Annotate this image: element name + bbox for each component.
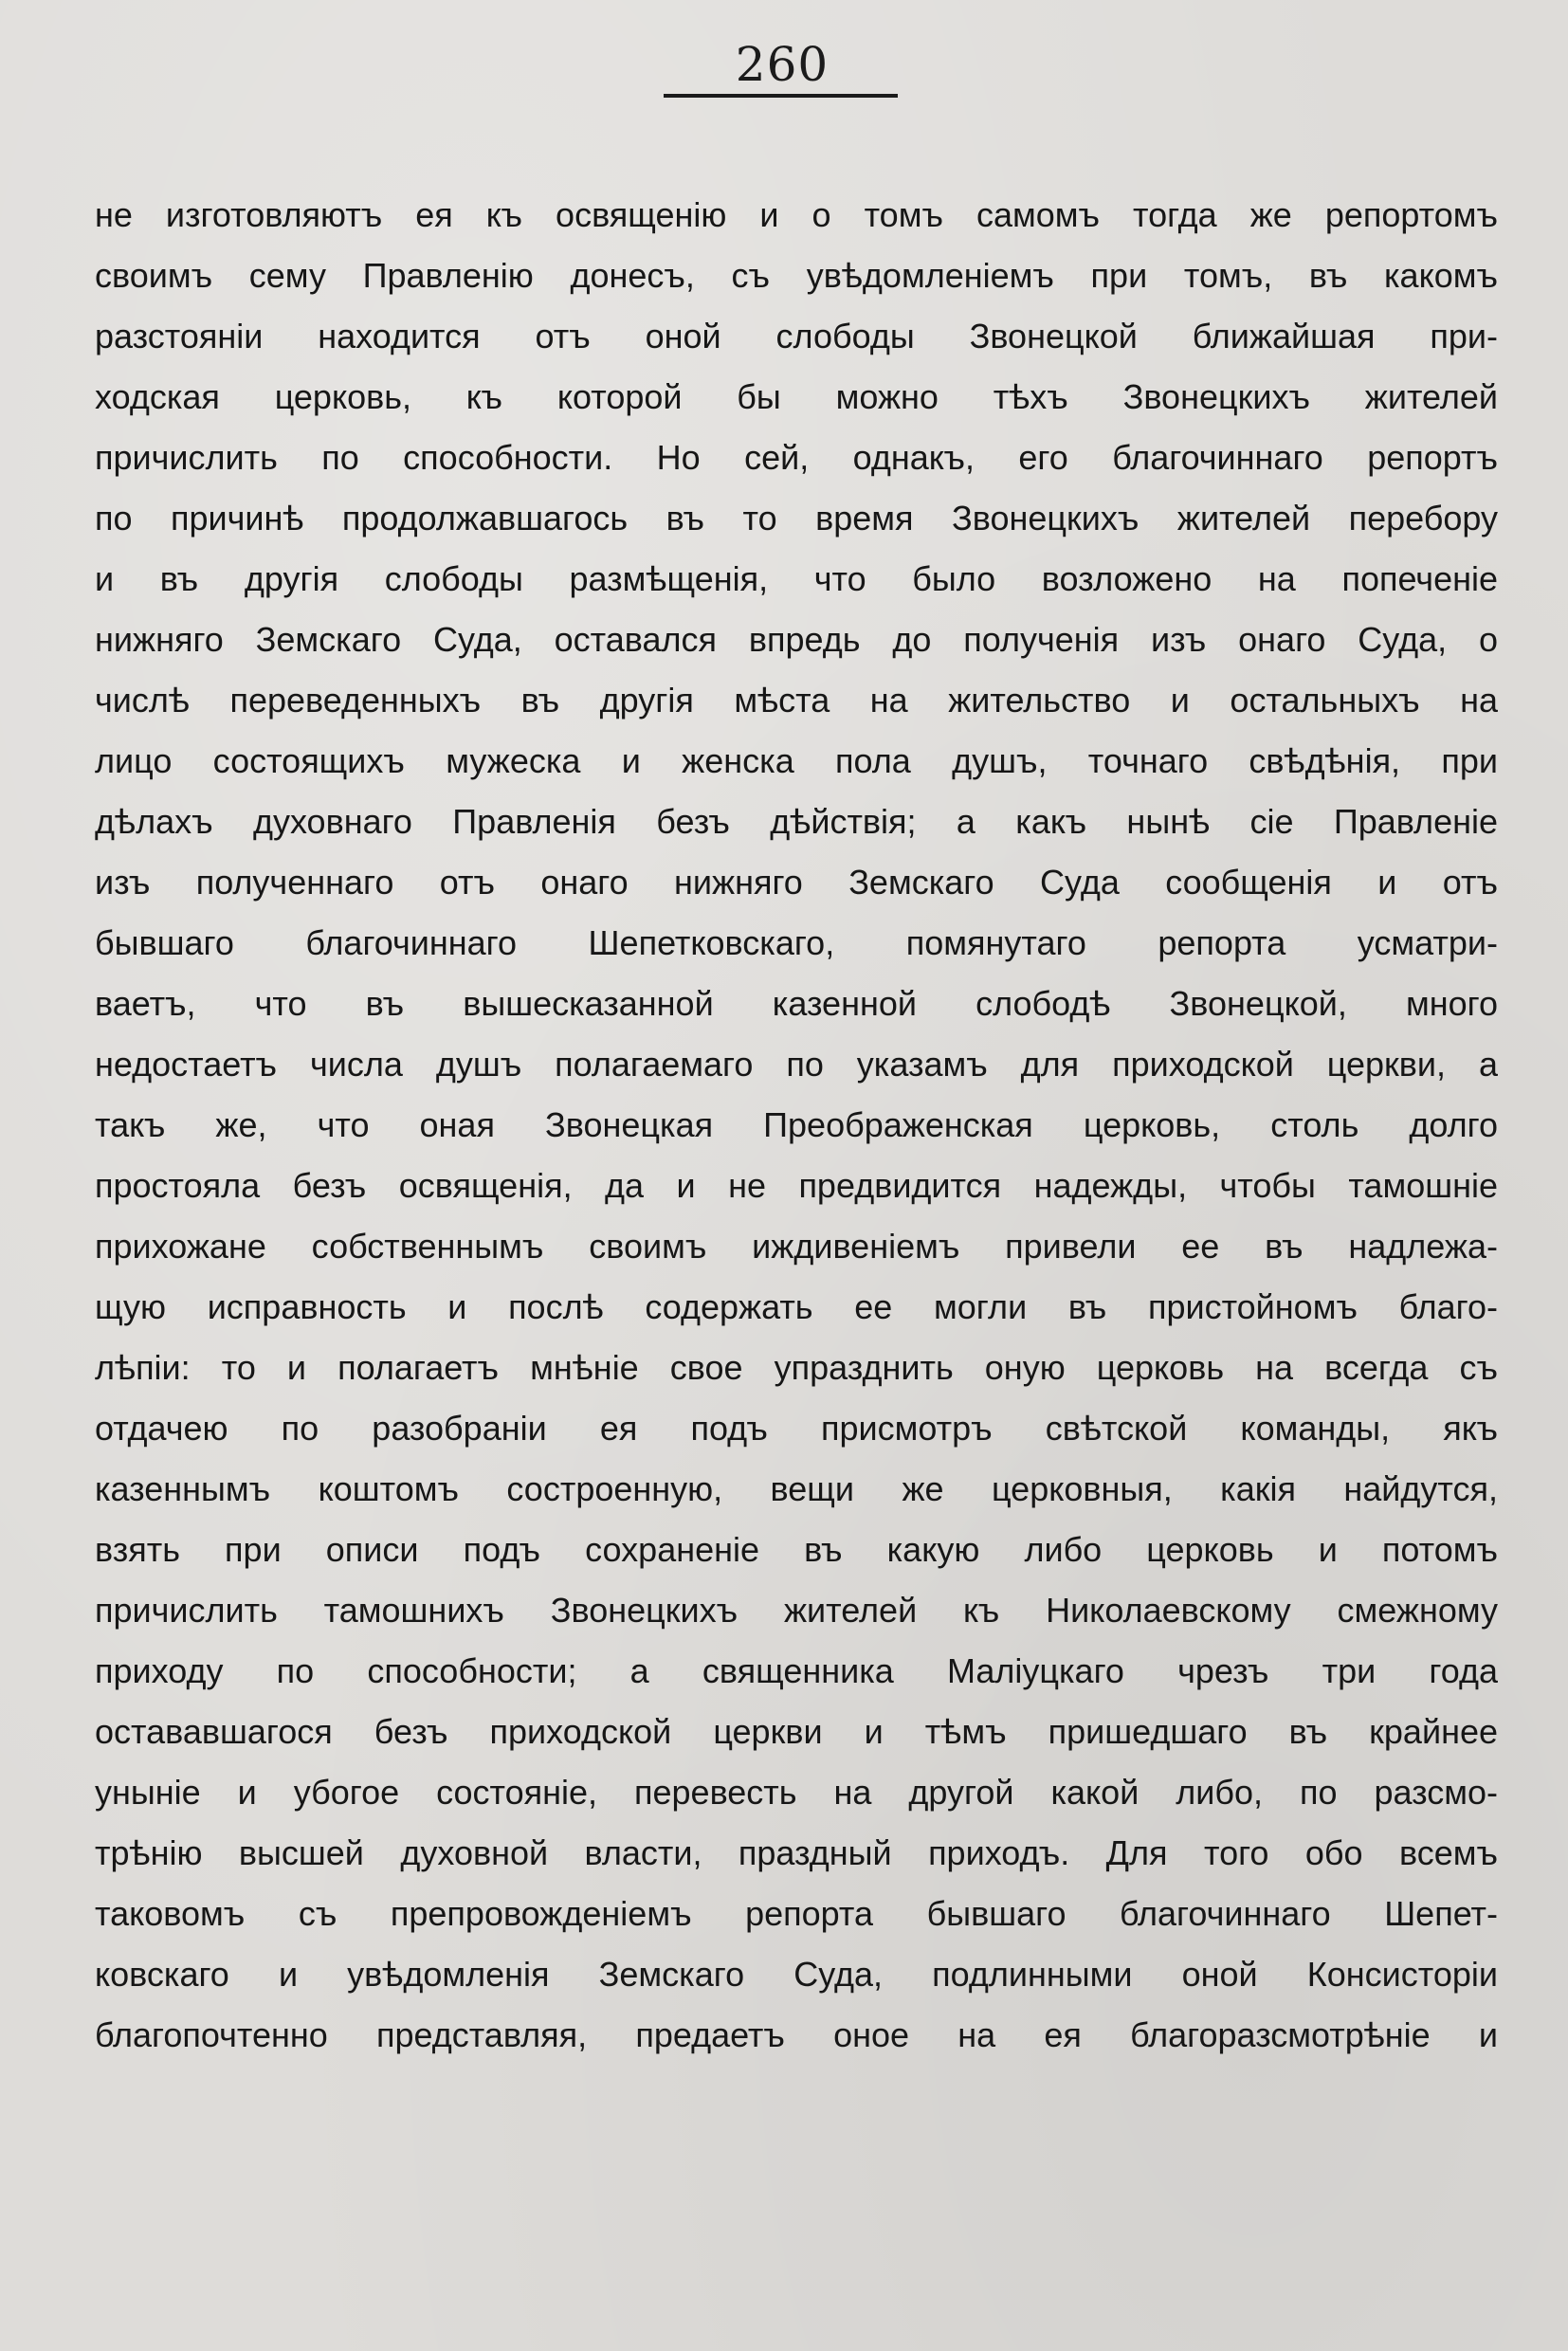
text-line: числѣ переведенныхъ въ другія мѣста на жительство и остальныхъ на (95, 681, 1498, 720)
text-line: бывшаго благочиннаго Шепетковскаго, помянутаго репорта усматри- (95, 923, 1498, 962)
text-line: по причинѣ продолжавшагось въ то время Звонецкихъ жителей перебору (95, 499, 1498, 538)
text-line: такъ же, что оная Звонецкая Преображенская церковь, столь долго (95, 1105, 1498, 1144)
text-line: прихожане собственнымъ своимъ иждивеніемъ привели ее въ надлежа- (95, 1227, 1498, 1266)
body-text (95, 190, 1498, 2070)
page-number: 260 (735, 37, 830, 92)
text-line: лѣпіи: то и полагаетъ мнѣніе свое упразднить оную церковь на всегда съ (95, 1348, 1498, 1387)
text-line: и въ другія слободы размѣщенія, что было возложено на попеченіе (95, 559, 1498, 598)
text-line: нижняго Земскаго Суда, оставался впредь до полученія изъ онаго Суда, о (95, 620, 1498, 659)
text-line: отдачею по разобраніи ея подъ присмотръ свѣтской команды, якъ (95, 1409, 1498, 1448)
text-line: недостаетъ числа душъ полагаемаго по указамъ для приходской церкви, а (95, 1045, 1498, 1084)
text-line: лицо состоящихъ мужеска и женска пола душъ, точнаго свѣдѣнія, при (95, 741, 1498, 780)
page-number-rule (664, 94, 898, 98)
text-line: приходу по способности; а священника Маліуцкаго чрезъ три года (95, 1651, 1498, 1690)
text-line: разстояніи находится отъ оной слободы Звонецкой ближайшая при- (95, 317, 1498, 355)
text-line: трѣнію высшей духовной власти, праздный приходъ. Для того обо всемъ (95, 1833, 1498, 1872)
text-line: ваетъ, что въ вышесказанной казенной слободѣ Звонецкой, много (95, 984, 1498, 1023)
text-line: ходская церковь, къ которой бы можно тѣхъ Звонецкихъ жителей (95, 377, 1498, 416)
text-line: уныніе и убогое состояніе, перевесть на другой какой либо, по разсмо- (95, 1773, 1498, 1812)
text-line: ковскаго и увѣдомленія Земскаго Суда, подлинными оной Консисторіи (95, 1955, 1498, 1994)
text-line: причислить тамошнихъ Звонецкихъ жителей къ Николаевскому смежному (95, 1591, 1498, 1630)
text-line: своимъ сему Правленію донесъ, съ увѣдомленіемъ при томъ, въ какомъ (95, 256, 1498, 295)
text-line: щую исправность и послѣ содержать ее могли въ пристойномъ благо- (95, 1287, 1498, 1326)
text-line: не изготовляютъ ея къ освященію и о томъ самомъ тогда же репортомъ (95, 195, 1498, 234)
text-line: благопочтенно представляя, предаетъ оное на ея благоразсмотрѣніе и (95, 2015, 1498, 2054)
text-line: простояла безъ освященія, да и не предвидится надежды, чтобы тамошніе (95, 1166, 1498, 1205)
text-line: таковомъ съ препровожденіемъ репорта бывшаго благочиннаго Шепет- (95, 1894, 1498, 1933)
text-line: причислить по способности. Но сей, однакъ, его благочиннаго репортъ (95, 438, 1498, 477)
text-line: дѣлахъ духовнаго Правленія безъ дѣйствія; а какъ нынѣ сіе Правленіе (95, 802, 1498, 841)
text-line: изъ полученнаго отъ онаго нижняго Земскаго Суда сообщенія и отъ (95, 863, 1498, 902)
text-line: казеннымъ коштомъ состроенную, вещи же церковныя, какія найдутся, (95, 1469, 1498, 1508)
text-line: взять при описи подъ сохраненіе въ какую либо церковь и потомъ (95, 1530, 1498, 1569)
text-line: остававшагося безъ приходской церкви и тѣмъ пришедшаго въ крайнее (95, 1712, 1498, 1751)
